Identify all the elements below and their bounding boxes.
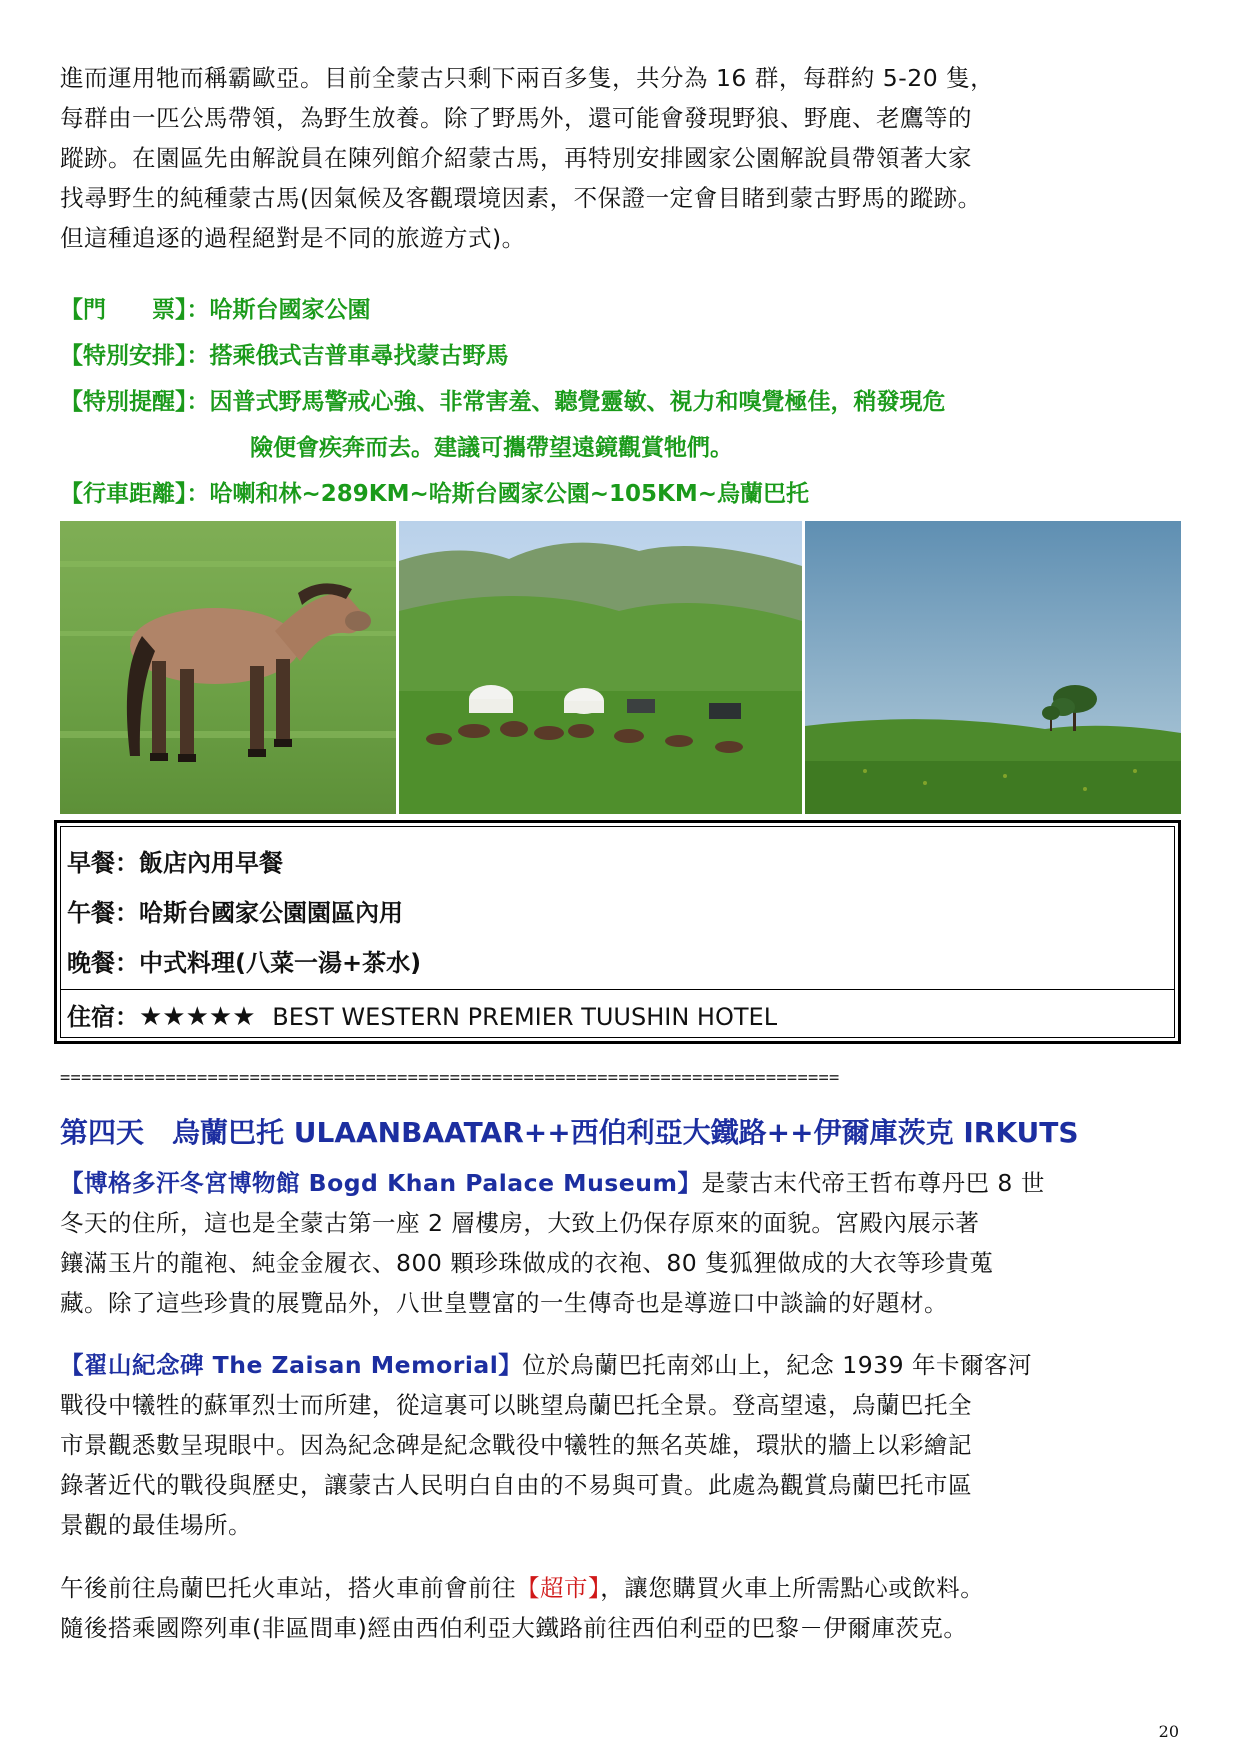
breakfast-row: 早餐：飯店內用早餐 bbox=[67, 849, 283, 877]
distance-label: 【行車距離】： bbox=[60, 481, 210, 507]
palace-text-1: 是蒙古末代帝王哲布尊丹巴 8 世 bbox=[701, 1169, 1045, 1197]
reminder-value-2: 險便會疾奔而去。建議可攜帶望遠鏡觀賞牠們。 bbox=[250, 435, 733, 461]
steppe-trees-photo bbox=[805, 521, 1181, 814]
afternoon-text-a: 午後前往烏蘭巴托火車站，搭火車前會前往 bbox=[60, 1574, 516, 1602]
special-value: 搭乘俄式吉普車尋找蒙古野馬 bbox=[209, 343, 509, 369]
palace-line-2: 冬天的住所，這也是全蒙古第一座 2 層樓房，大致上仍保存原來的面貌。宮殿內展示著 bbox=[60, 1209, 980, 1237]
distance-value: 哈喇和林~289KM~哈斯台國家公園~105KM~烏蘭巴托 bbox=[209, 481, 810, 507]
hotel-name: BEST WESTERN PREMIER TUUSHIN HOTEL bbox=[272, 1003, 778, 1031]
ticket-value: 哈斯台國家公園 bbox=[209, 297, 371, 323]
zaisan-name: 【翟山紀念碑 The Zaisan Memorial】 bbox=[60, 1351, 523, 1379]
zaisan-line-1 bbox=[60, 1345, 1180, 1385]
ticket-info bbox=[60, 290, 1200, 330]
grassland-camp-photo bbox=[399, 521, 802, 814]
afternoon-paragraph bbox=[60, 1568, 1180, 1648]
intro-line-3: 蹤跡。在園區先由解說員在陳列館介紹蒙古馬，再特別安排國家公園解說員帶領著大家 bbox=[60, 144, 972, 172]
palace-line-3: 鑲滿玉片的龍袍、純金金履衣、800 顆珍珠做成的衣袍、80 隻狐狸做成的大衣等珍貴蒐 bbox=[60, 1249, 994, 1277]
supermarket-highlight: 【超市】 bbox=[516, 1574, 601, 1602]
zaisan-text-1: 位於烏蘭巴托南郊山上，紀念 1939 年卡爾客河 bbox=[522, 1351, 1033, 1379]
reminder-label: 【特別提醒】： bbox=[60, 389, 210, 415]
zaisan-line-5: 景觀的最佳場所。 bbox=[60, 1511, 252, 1539]
special-label: 【特別安排】： bbox=[60, 343, 210, 369]
zaisan-line-4: 錄著近代的戰役與歷史，讓蒙古人民明白自由的不易與可貴。此處為觀賞烏蘭巴托市區 bbox=[60, 1471, 972, 1499]
meal-info-inner bbox=[60, 826, 1175, 1038]
lunch-row: 午餐：哈斯台國家公園園區內用 bbox=[67, 899, 403, 927]
palace-line-4: 藏。除了這些珍貴的展覽品外，八世皇豐富的一生傳奇也是導遊口中談論的好題材。 bbox=[60, 1289, 948, 1317]
meal-separator bbox=[61, 989, 1174, 990]
page-number: 20 bbox=[1158, 1722, 1179, 1741]
intro-line-2: 每群由一匹公馬帶領，為野生放養。除了野馬外，還可能會發現野狼、野鹿、老鷹等的 bbox=[60, 104, 972, 132]
wild-horse-photo bbox=[60, 521, 396, 814]
palace-line-1 bbox=[60, 1163, 1180, 1203]
distance-info bbox=[60, 474, 1200, 514]
ticket-label: 【門 票】： bbox=[60, 297, 210, 323]
intro-line-5: 但這種追逐的過程絕對是不同的旅遊方式)。 bbox=[60, 224, 526, 252]
meal-info-box bbox=[54, 820, 1181, 1044]
intro-line-4: 找尋野生的純種蒙古馬(因氣候及客觀環境因素，不保證一定會目睹到蒙古野馬的蹤跡。 bbox=[60, 184, 982, 212]
intro-paragraph bbox=[60, 58, 1180, 258]
section-divider: ========================================================================== bbox=[60, 1068, 840, 1088]
palace-paragraph bbox=[60, 1163, 1180, 1323]
hotel-row bbox=[67, 997, 777, 1032]
dinner-row: 晚餐：中式料理(八菜一湯+茶水) bbox=[67, 949, 422, 977]
palace-name: 【博格多汗冬宮博物館 Bogd Khan Palace Museum】 bbox=[60, 1169, 702, 1197]
afternoon-line-1 bbox=[60, 1568, 1180, 1608]
zaisan-line-2: 戰役中犧牲的蘇軍烈士而所建，從這裏可以眺望烏蘭巴托全景。登高望遠，烏蘭巴托全 bbox=[60, 1391, 972, 1419]
intro-line-1: 進而運用牠而稱霸歐亞。目前全蒙古只剩下兩百多隻，共分為 16 群，每群約 5-20 隻， bbox=[60, 64, 995, 92]
zaisan-line-3: 市景觀悉數呈現眼中。因為紀念碑是紀念戰役中犧牲的無名英雄，環狀的牆上以彩繪記 bbox=[60, 1431, 972, 1459]
afternoon-text-b: ，讓您購買火車上所需點心或飲料。 bbox=[600, 1574, 985, 1602]
special-arrangement-info bbox=[60, 336, 1200, 376]
day4-title: 第四天 烏蘭巴托 ULAANBAATAR++西伯利亞大鐵路++伊爾庫茨克 IRKUTS bbox=[60, 1116, 1079, 1149]
hotel-stars: ★★★★★ bbox=[139, 1002, 256, 1032]
special-reminder-info bbox=[60, 382, 1200, 422]
hotel-label: 住宿： bbox=[67, 1003, 139, 1031]
afternoon-line-2: 隨後搭乘國際列車(非區間車)經由西伯利亞大鐵路前往西伯利亞的巴黎－伊爾庫茨克。 bbox=[60, 1614, 968, 1642]
zaisan-paragraph bbox=[60, 1345, 1180, 1545]
reminder-value-1: 因普式野馬警戒心強、非常害羞、聽覺靈敏、視力和嗅覺極佳，稍發現危 bbox=[209, 389, 946, 415]
